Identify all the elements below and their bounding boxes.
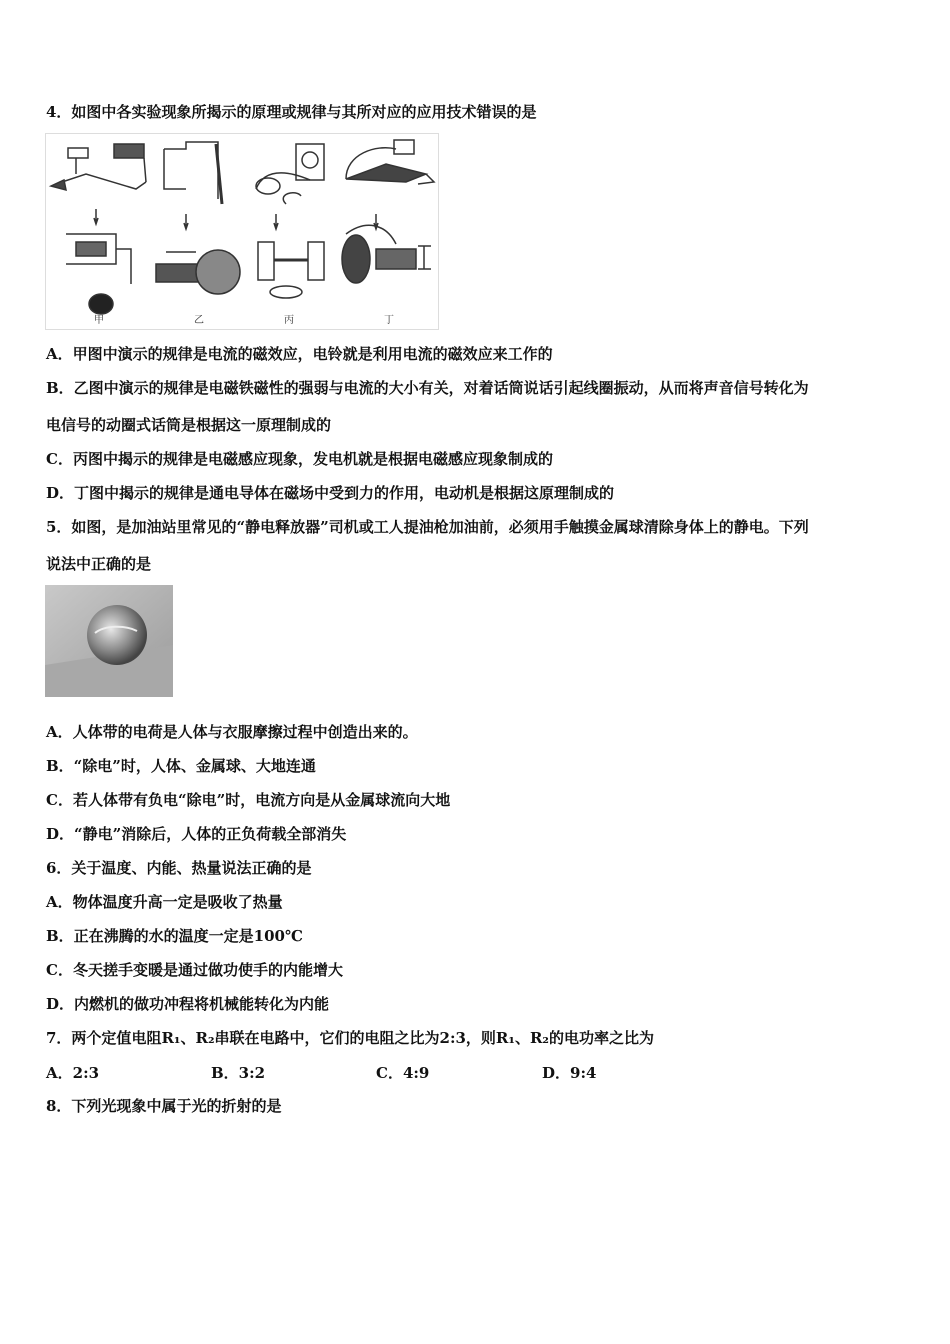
- panel-bing-top: [256, 144, 324, 204]
- q6-option-d: D．内燃机的做功冲程将机械能转化为内能: [46, 995, 330, 1013]
- q7-option-d: D．9:4: [542, 1064, 597, 1082]
- panel-ding-bottom: [342, 225, 431, 283]
- figure-label-ding: 丁: [384, 315, 394, 326]
- panel-jia-bottom: [66, 234, 131, 314]
- q4-option-a: A．甲图中演示的规律是电流的磁效应，电铃就是利用电流的磁效应来工作的: [46, 345, 553, 363]
- q4-figure: [45, 133, 439, 330]
- q7-option-a: A．2:3: [46, 1064, 100, 1082]
- q6-option-b: B．正在沸腾的水的温度一定是100℃: [46, 927, 303, 945]
- panel-jia-top: [51, 144, 146, 190]
- q5-option-c: C．若人体带有负电“除电”时，电流方向是从金属球流向大地: [46, 791, 451, 809]
- q4-stem: 4．如图中各实验现象所揭示的原理或规律与其所对应的应用技术错误的是: [46, 103, 537, 121]
- q5-stem-line2: 说法中正确的是: [46, 555, 152, 573]
- figure-label-bing: 丙: [284, 315, 294, 326]
- q5-photo: [45, 585, 173, 697]
- figure-label-yi: 乙: [194, 315, 204, 326]
- panel-bing-bottom: [258, 242, 324, 298]
- q5-stem-line1: 5．如图，是加油站里常见的“静电释放器”司机或工人提油枪加油前，必须用手触摸金属球清除身体上的静电。下列: [46, 518, 809, 536]
- q8-stem: 8．下列光现象中属于光的折射的是: [46, 1097, 282, 1115]
- figure-label-jia: 甲: [94, 315, 104, 326]
- panel-yi-top: [164, 142, 222, 204]
- panel-ding-top: [346, 140, 434, 184]
- q4-option-c: C．丙图中揭示的规律是电磁感应现象，发电机就是根据电磁感应现象制成的: [46, 450, 553, 468]
- q7-option-c: C．4:9: [376, 1064, 430, 1082]
- q4-option-b: B．乙图中演示的规律是电磁铁磁性的强弱与电流的大小有关，对着话筒说话引起线圈振动，从而将声音信号转化为: [46, 379, 809, 397]
- panel-yi-bottom: [156, 250, 240, 294]
- q7-stem: 7．两个定值电阻R₁、R₂串联在电路中，它们的电阻之比为2:3，则R₁、R₂的电功率之比为: [46, 1029, 654, 1047]
- q6-stem: 6．关于温度、内能、热量说法正确的是: [46, 859, 312, 877]
- q5-option-b: B．“除电”时，人体、金属球、大地连通: [46, 757, 316, 775]
- q6-option-a: A．物体温度升高一定是吸收了热量: [46, 893, 283, 911]
- q7-option-b: B．3:2: [211, 1064, 266, 1082]
- q5-option-a: A．人体带的电荷是人体与衣服摩擦过程中创造出来的。: [46, 723, 418, 741]
- q4-option-b-cont: 电信号的动圈式话筒是根据这一原理制成的: [46, 416, 332, 434]
- q5-option-d: D．“静电”消除后，人体的正负荷载全部消失: [46, 825, 347, 843]
- q4-option-d: D．丁图中揭示的规律是通电导体在磁场中受到力的作用，电动机是根据这原理制成的: [46, 484, 615, 502]
- q6-option-c: C．冬天搓手变暖是通过做功使手的内能增大: [46, 961, 343, 979]
